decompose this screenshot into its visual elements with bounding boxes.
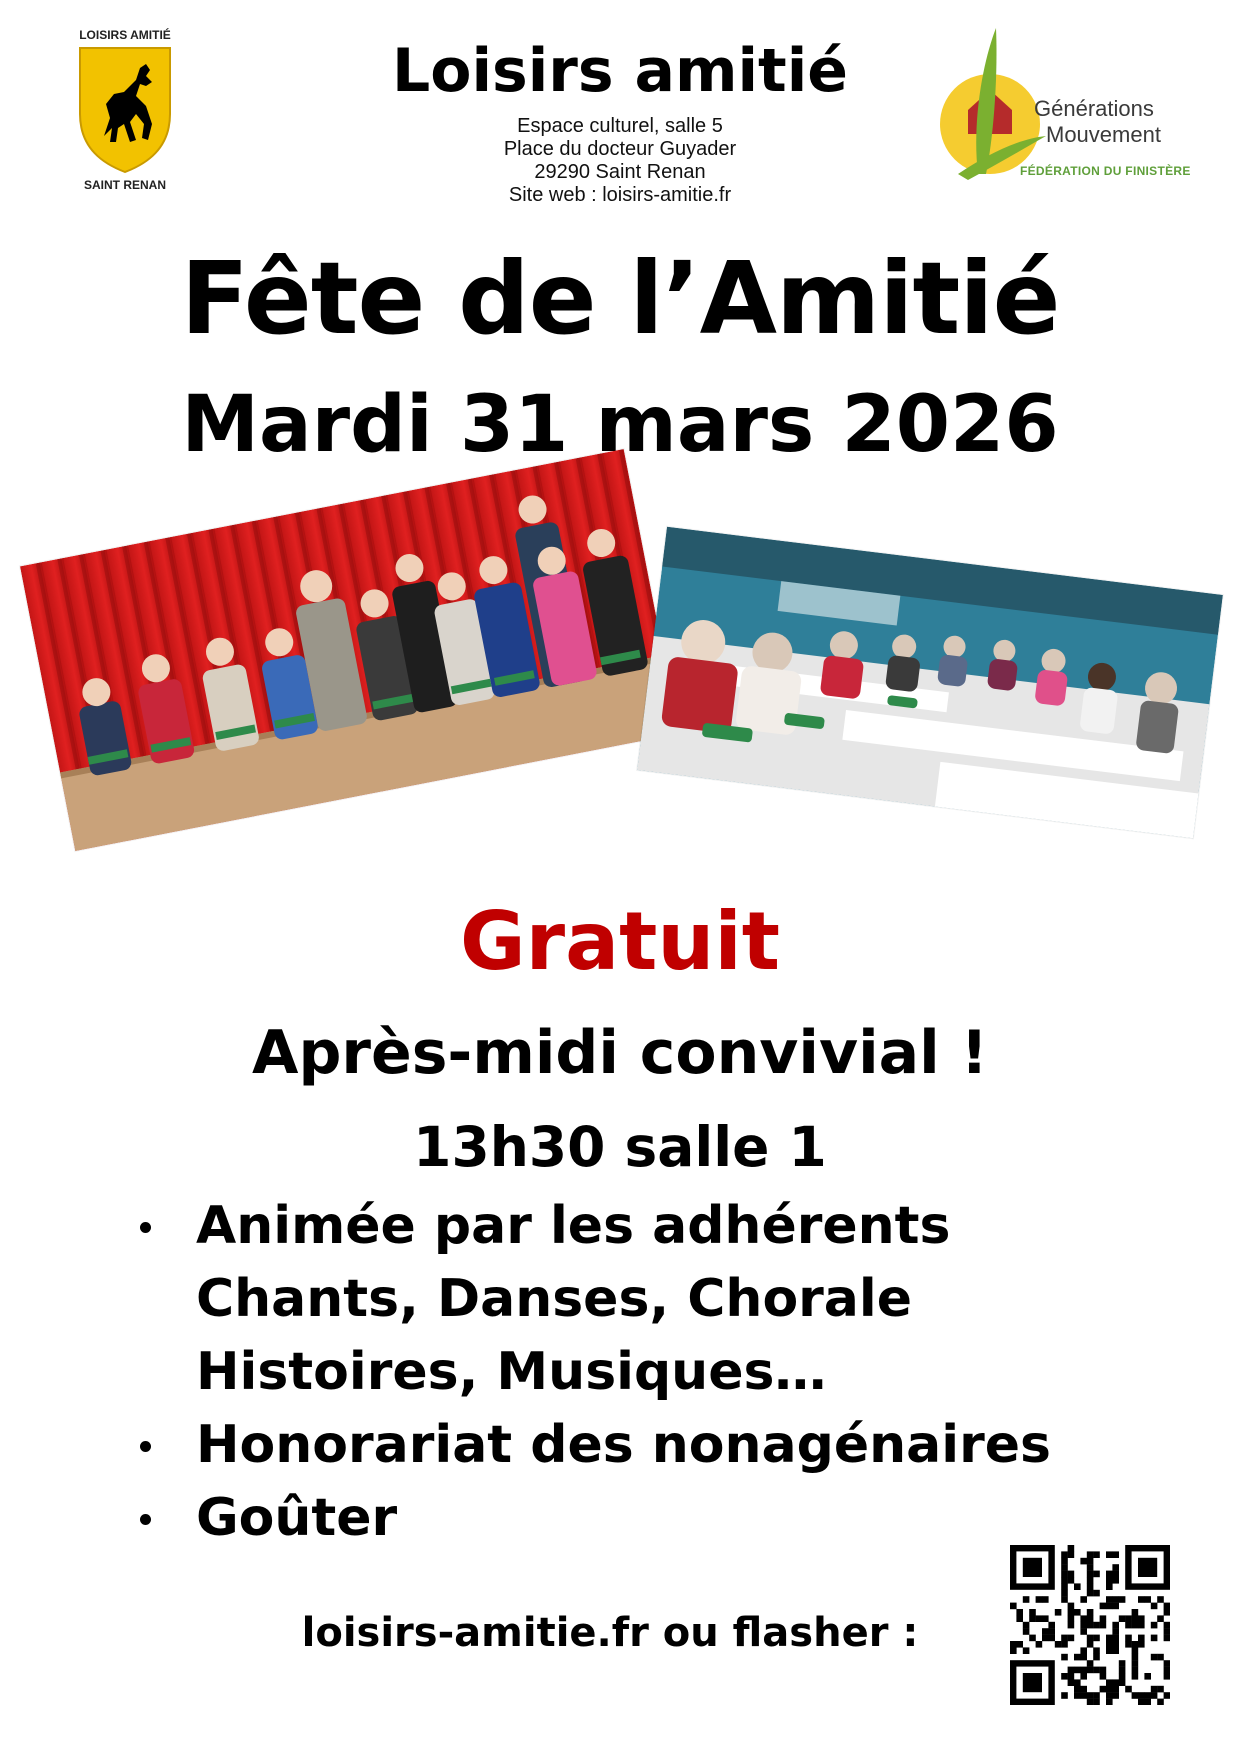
gm-federation: FÉDÉRATION DU FINISTÈRE xyxy=(1020,164,1191,178)
list-item-line: Animée par les adhérents xyxy=(196,1196,951,1256)
gm-name-line1: Générations xyxy=(1034,96,1154,121)
afternoon-headline: Après-midi convivial ! xyxy=(252,1018,988,1088)
list-item-line: Chants, Danses, Chorale xyxy=(196,1269,912,1329)
list-item xyxy=(140,1482,1140,1555)
bullet-icon xyxy=(140,1441,151,1452)
price-label: Gratuit xyxy=(460,895,780,988)
stage-photo xyxy=(20,449,679,851)
program-list xyxy=(140,1190,1140,1555)
organization-address xyxy=(380,115,860,207)
list-item xyxy=(140,1409,1140,1482)
time-place: 13h30 salle 1 xyxy=(413,1115,827,1179)
qr-code[interactable] xyxy=(1010,1545,1170,1705)
event-title: Fête de l’Amitié xyxy=(180,240,1060,357)
crest-bottom-text: SAINT RENAN xyxy=(83,178,166,192)
bullet-icon xyxy=(140,1222,151,1233)
gm-name-line2: Mouvement xyxy=(1046,122,1161,147)
address-line: Site web : loisirs-amitie.fr xyxy=(508,184,732,206)
bullet-icon xyxy=(140,1514,151,1525)
hall-photo xyxy=(637,527,1223,838)
qr-code-icon xyxy=(1010,1545,1170,1705)
loisirs-amitie-crest-logo xyxy=(66,28,184,198)
stage-photo-illustration xyxy=(20,449,679,851)
event-date: Mardi 31 mars 2026 xyxy=(181,380,1059,470)
horse-shield-icon xyxy=(76,44,174,174)
list-item-line: Goûter xyxy=(196,1488,398,1548)
address-line: Espace culturel, salle 5 xyxy=(517,115,723,137)
website-link[interactable]: loisirs-amitie.fr ou flasher : xyxy=(301,1610,919,1656)
list-item-line: Histoires, Musiques… xyxy=(196,1342,827,1402)
address-line: 29290 Saint Renan xyxy=(534,161,706,183)
hall-photo-illustration xyxy=(637,527,1223,838)
list-item xyxy=(140,1190,1140,1409)
list-item-line: Honorariat des nonagénaires xyxy=(196,1415,1051,1475)
crest-top-text: LOISIRS AMITIÉ xyxy=(79,28,171,42)
address-line: Place du docteur Guyader xyxy=(503,138,737,160)
organization-name: Loisirs amitié xyxy=(391,36,848,106)
